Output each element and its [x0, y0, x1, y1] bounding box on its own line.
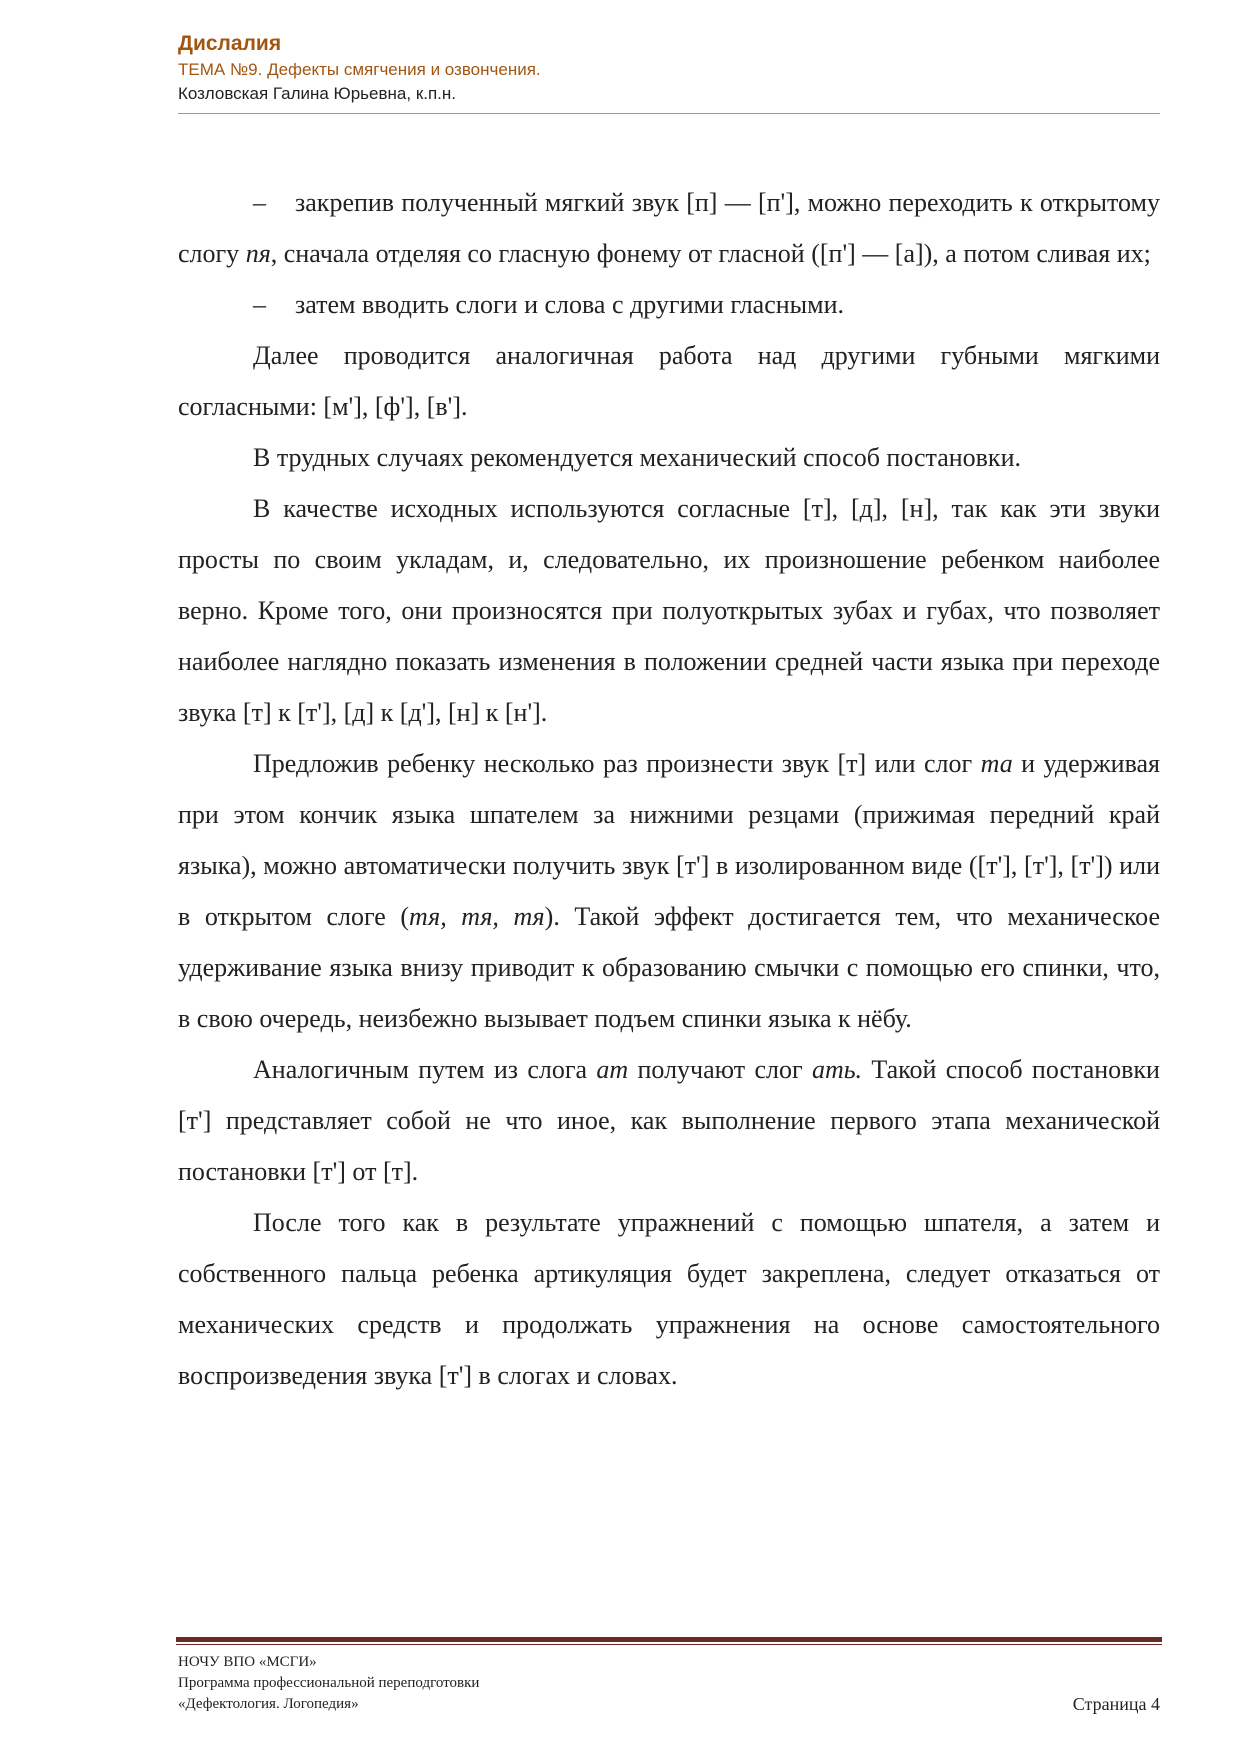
paragraph-labial-consonants: Далее проводится аналогичная работа над другими губными мягкими согласными: [м'], [ф'], [в']. [178, 341, 1160, 421]
paragraph-spatula-method: Предложив ребенку несколько раз произнести звук [т] или слог та и удерживая при этом кончик языка шпателем за нижними резцами (прижимая передний край языка), можно автоматически получить звук [т'] в изолированном виде ([т'], [т'], [т']) или в открытом слоге (тя, тя, тя). Такой эффект достигается тем, что механическое удерживание языка внизу приводит к образованию смычки с помощью его спинки, что, в свою очередь, неизбежно вызывает подъем спинки языка к нёбу. [178, 749, 1161, 1033]
course-title: Дислалия [178, 32, 282, 55]
list-item-2: – затем вводить слоги и слова с другими гласными. [178, 279, 1160, 330]
page-number: Страница 4 [1072, 1694, 1160, 1714]
paragraph-consolidation: После того как в результате упражнений с помощью шпателя, а затем и собственного пальца ребенка артикуляция будет закреплена, следует отказаться от механических средств и продолжать упражнения на основе самостоятельного воспроизведения звука [т'] в слогах и словах. [178, 1208, 1160, 1390]
topic-title: ТЕМА №9. Дефекты смягчения и озвончения. [178, 60, 541, 79]
page-header [178, 30, 1160, 106]
footer-program: Программа профессиональной переподготовки [178, 1675, 480, 1691]
footer-specialty: «Дефектология. Логопедия» [178, 1696, 359, 1712]
footer-divider-thick [176, 1637, 1162, 1642]
footer-divider-thin [176, 1644, 1162, 1645]
paragraph-difficult-cases: В трудных случаях рекомендуется механический способ постановки. [253, 443, 1021, 472]
list-item-1: – закрепив полученный мягкий звук [п] — [п'], можно переходить к открытому слогу пя, сначала отделяя со гласную фонему от гласной ([п'] — [а]), а потом сливая их; [178, 177, 1160, 279]
page-footer [178, 1652, 1160, 1715]
author-line: Козловская Галина Юрьевна, к.п.н. [178, 84, 457, 103]
paragraph-source-consonants: В качестве исходных используются согласные [т], [д], [н], так как эти звуки просты по своим укладам, и, следовательно, их произношение ребенком наиболее верно. Кроме того, они произносятся при полуоткрытых зубах и губах, что позволяет наиболее наглядно показать изменения в положении средней части языка при переходе звука [т] к [т'], [д] к [д'], [н] к [н']. [178, 494, 1160, 727]
list-dash: – [253, 290, 266, 319]
header-divider [178, 113, 1160, 114]
paragraph-analogous-method: Аналогичным путем из слога ат получают слог ать. Такой способ постановки [т'] представляет собой не что иное, как выполнение первого этапа механической постановки [т'] от [т]. [178, 1055, 1160, 1186]
document-body [178, 177, 1160, 1401]
footer-organization: НОЧУ ВПО «МСГИ» [178, 1654, 317, 1670]
list-dash: – [253, 188, 266, 217]
